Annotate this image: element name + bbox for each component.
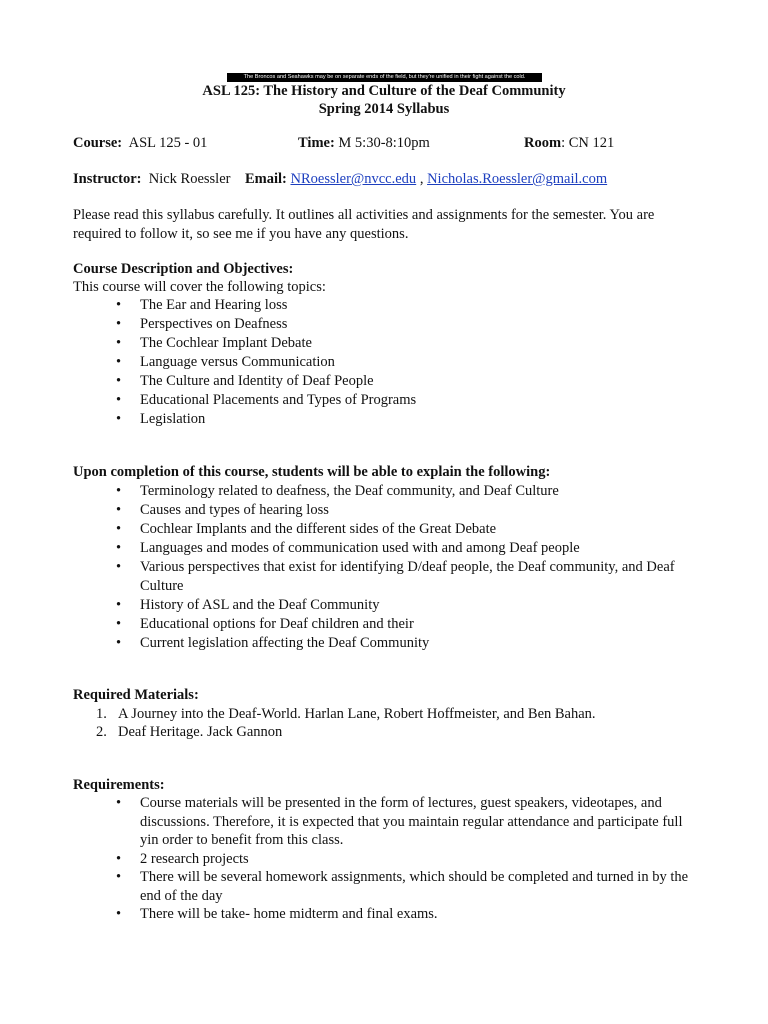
banner-strip: The Broncos and Seahawks may be on separate ends of the field, but they're unified in their fight against the cold. — [227, 73, 542, 82]
room-label: Room — [524, 135, 562, 151]
room-field — [524, 134, 614, 152]
list-item: • History of ASL and the Deaf Community — [116, 596, 696, 615]
instructor-name: Nick Roessler — [148, 171, 231, 187]
email-separator: , — [419, 171, 424, 187]
list-item: • Languages and modes of communication used with and among Deaf people — [116, 539, 696, 558]
list-item: • Legislation — [116, 410, 696, 429]
requirements-heading: Requirements: — [73, 777, 165, 793]
list-item: • There will be several homework assignments, which should be completed and turned in by the end of the day — [116, 868, 696, 905]
course-field — [73, 134, 207, 152]
description-lead: This course will cover the following topics: — [73, 279, 326, 295]
outcomes-heading: Upon completion of this course, students will be able to explain the following: — [73, 464, 551, 480]
document-title: ASL 125: The History and Culture of the Deaf Community — [202, 83, 566, 99]
time-value: M 5:30-8:10pm — [338, 135, 430, 151]
requirements-list — [116, 794, 696, 924]
material-text: A Journey into the Deaf-World. Harlan Lane, Robert Hoffmeister, and Ben Bahan. — [118, 706, 596, 722]
list-item — [96, 723, 696, 741]
time-label: Time: — [298, 135, 335, 151]
time-field — [298, 134, 430, 152]
materials-heading: Required Materials: — [73, 687, 199, 703]
list-number: 2. — [96, 724, 107, 740]
room-value: : CN 121 — [561, 135, 615, 151]
list-item: • Educational options for Deaf children and their — [116, 615, 696, 634]
course-label: Course: — [73, 135, 123, 151]
list-item: • There will be take- home midterm and final exams. — [116, 905, 696, 924]
list-number: 1. — [96, 706, 107, 722]
list-item: • Language versus Communication — [116, 353, 696, 372]
list-item: • Course materials will be presented in the form of lectures, guest speakers, videotapes, and discussions. Therefore, it is expected that you maintain regular attendance and participate full yin order to benefit from this class. — [116, 794, 696, 850]
list-item: • Causes and types of hearing loss — [116, 501, 696, 520]
list-item — [96, 705, 696, 723]
topics-list — [116, 296, 696, 429]
list-item: • The Culture and Identity of Deaf People — [116, 372, 696, 391]
materials-list — [96, 705, 696, 741]
email-link-gmail[interactable]: Nicholas.Roessler@gmail.com — [427, 171, 608, 187]
description-heading: Course Description and Objectives: — [73, 261, 294, 277]
list-item: • Current legislation affecting the Deaf Community — [116, 634, 696, 653]
list-item: • The Ear and Hearing loss — [116, 296, 696, 315]
list-item: • Terminology related to deafness, the Deaf community, and Deaf Culture — [116, 482, 696, 501]
list-item: • The Cochlear Implant Debate — [116, 334, 696, 353]
list-item: • Perspectives on Deafness — [116, 315, 696, 334]
course-value: ASL 125 - 01 — [128, 135, 208, 151]
list-item: • Various perspectives that exist for identifying D/deaf people, the Deaf community, and Deaf Culture — [116, 558, 696, 596]
list-item: • 2 research projects — [116, 850, 696, 869]
email-label: Email: — [244, 171, 287, 187]
intro-paragraph: Please read this syllabus carefully. It outlines all activities and assignments for the semester. You are required to follow it, so see me if you have any questions. — [73, 207, 655, 242]
list-item: • Educational Placements and Types of Programs — [116, 391, 696, 410]
document-subtitle: Spring 2014 Syllabus — [318, 101, 450, 117]
instructor-field — [73, 170, 607, 188]
outcomes-list — [116, 482, 696, 653]
list-item: • Cochlear Implants and the different sides of the Great Debate — [116, 520, 696, 539]
email-link-nvcc[interactable]: NRoessler@nvcc.edu — [290, 171, 417, 187]
material-text: Deaf Heritage. Jack Gannon — [118, 724, 283, 740]
instructor-label: Instructor: — [73, 171, 142, 187]
